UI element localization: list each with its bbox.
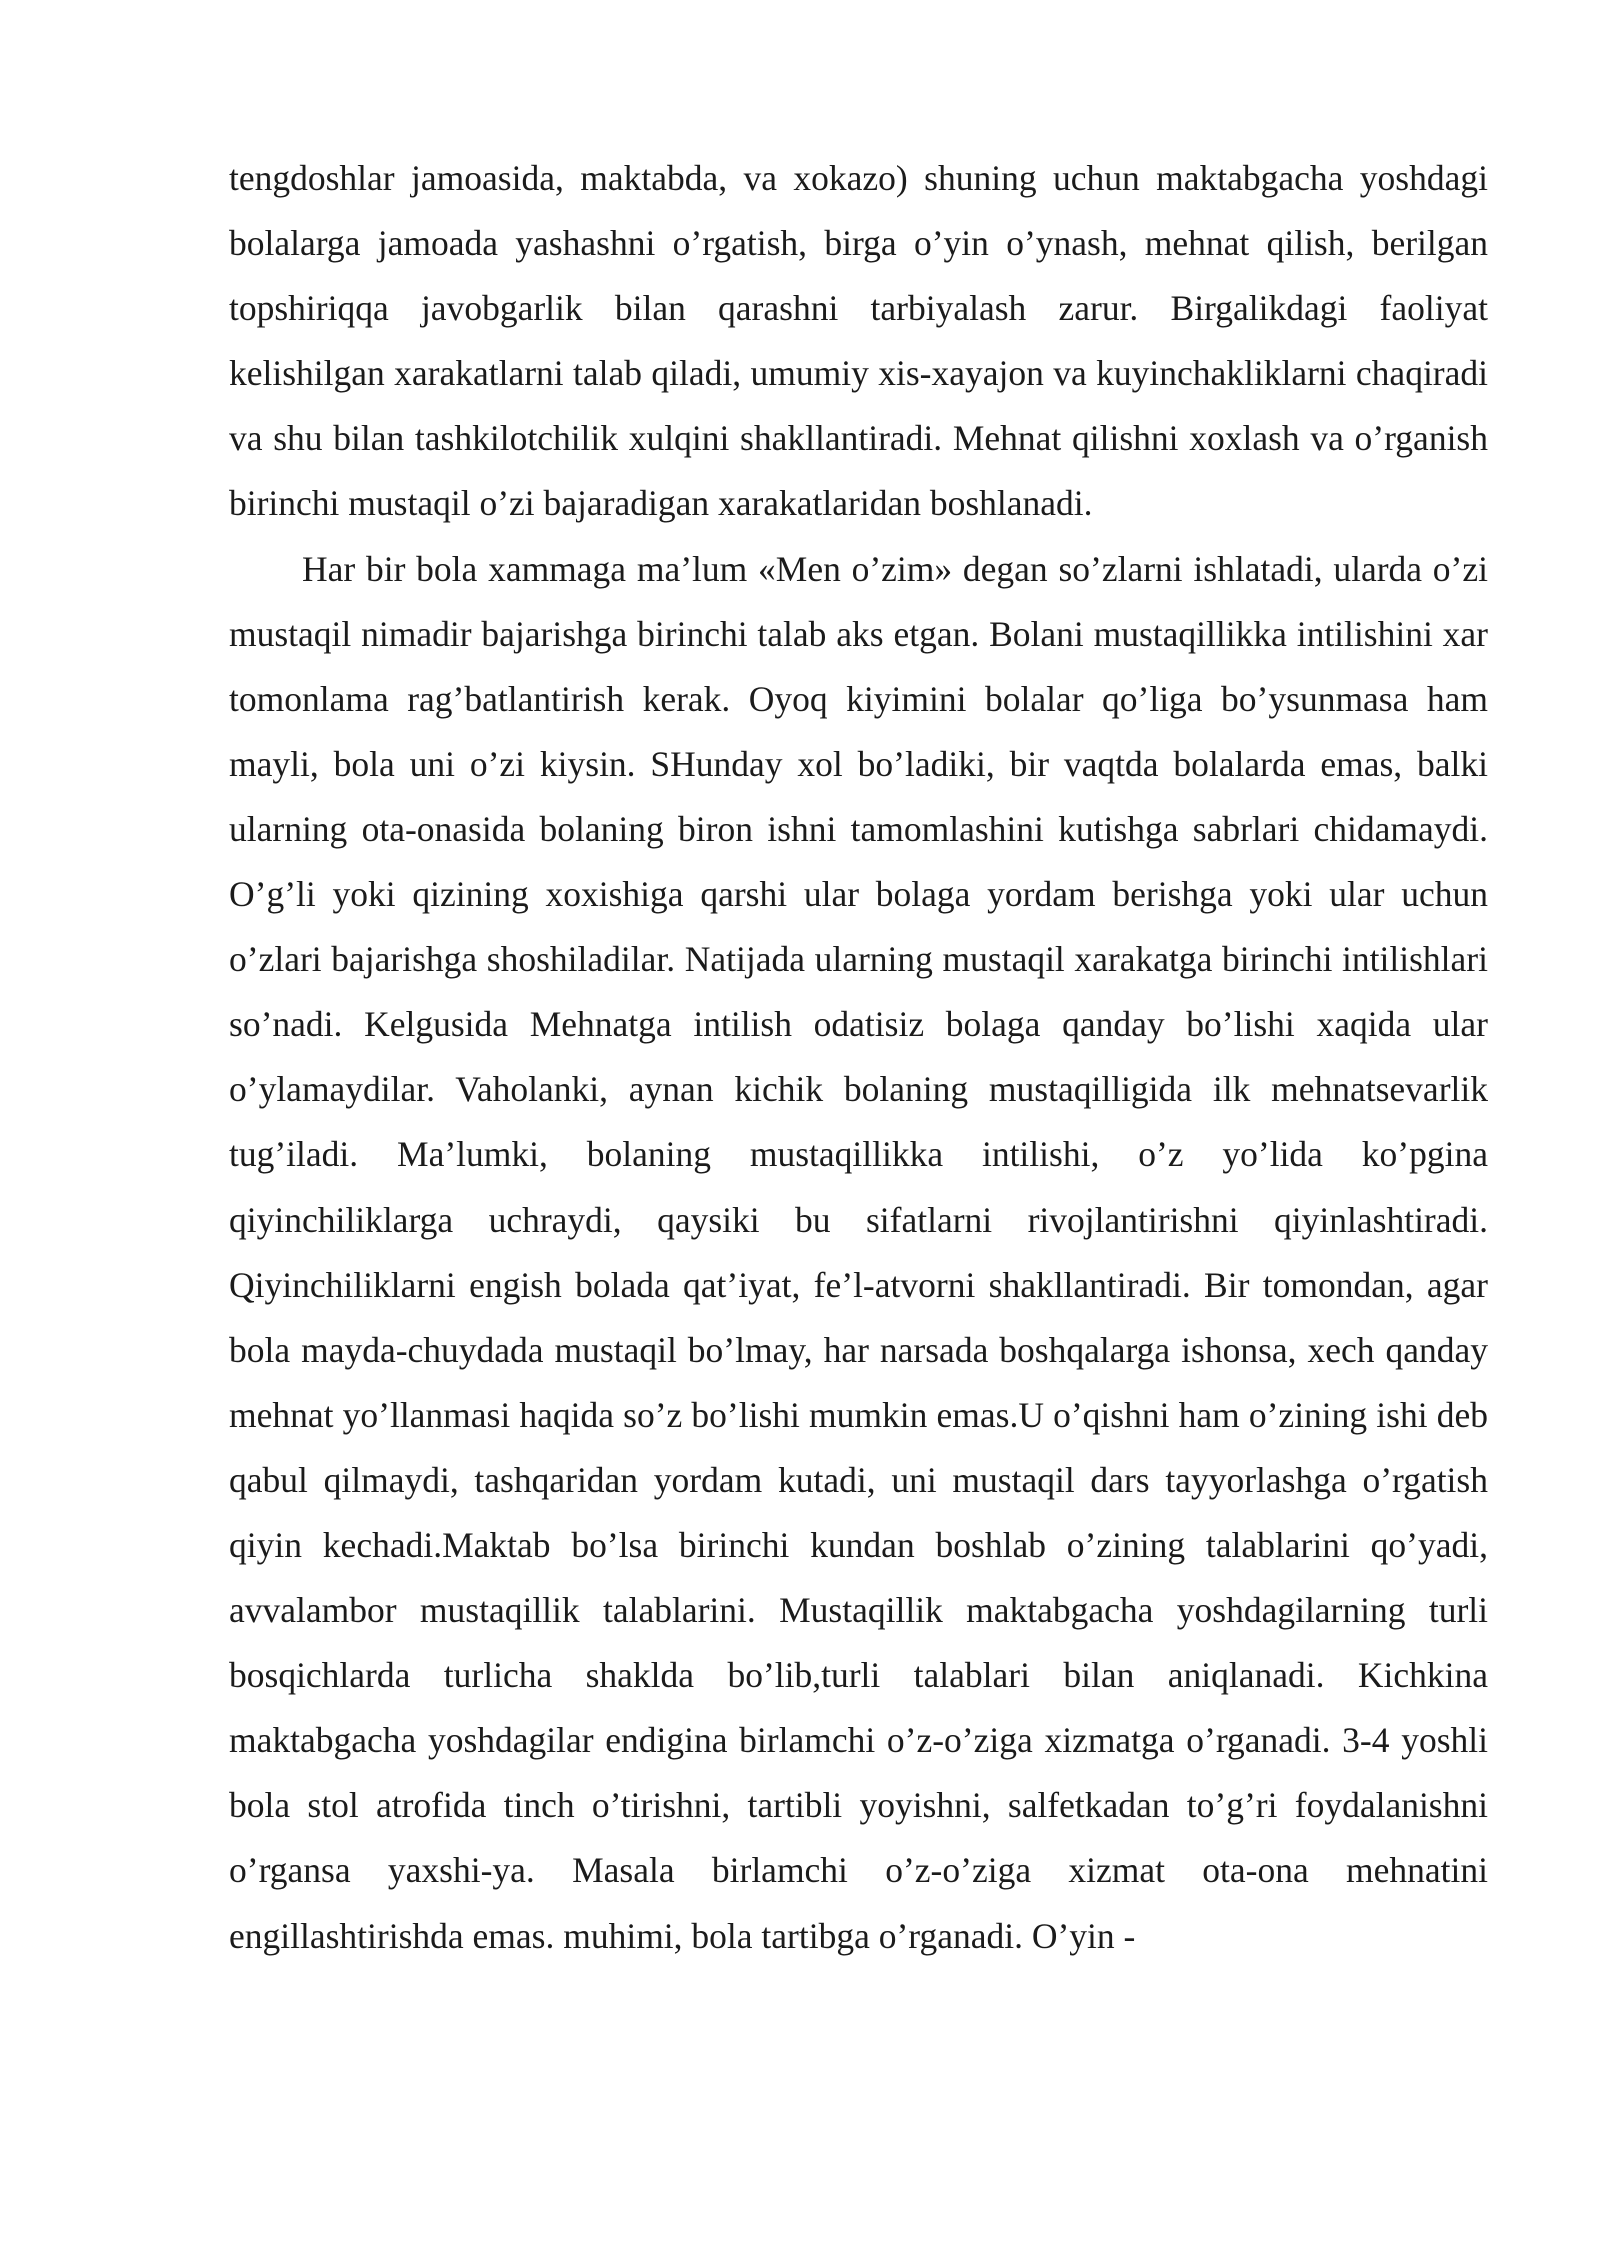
paragraph: Har bir bola xammaga ma’lum «Men o’zim» degan so’zlarni ishlatadi, ularda o’zi mustaqil nimadir bajarishga birinchi talab aks etgan. Bolani mustaqillikka intilishini xar tomonlama rag’batlantirish kerak. Oyoq kiyimini bolalar qo’liga bo’ysunmasa ham mayli, bola uni o’zi kiysin. SHunday xol bo’ladiki, bir vaqtda bolalarda emas, balki ularning ota-onasida bolaning biron ishni tamomlashini kutishga sabrlari chidamaydi. O’g’li yoki qizining xoxishiga qarshi ular bolaga yordam berishga yoki ular uchun o’zlari bajarishga shoshiladilar. Natijada ularning mustaqil xarakatga birinchi intilishlari so’nadi. Kelgusida Mehnatga intilish odatisiz bolaga qanday bo’lishi xaqida ular o’ylamaydilar. Vaholanki, aynan kichik bolaning mustaqilligida ilk mehnatsevarlik tug’iladi. Ma’lumki, bolaning mustaqillikka intilishi, o’z yo’lida ko’pgina qiyinchiliklarga uchraydi, qaysiki bu sifatlarni rivojlantirishni qiyinlashtiradi. Qiyinchiliklarni engish bolada qat’iyat, fe’l-atvorni shakllantiradi. Bir tomondan, agar bola mayda-chuydada mustaqil bo’lmay, har narsada boshqalarga ishonsa, xech qanday mehnat yo’llanmasi haqida so’z bo’lishi mumkin emas.U o’qishni ham o’zining ishi deb qabul qilmaydi, tashqaridan yordam kutadi, uni mustaqil dars tayyorlashga o’rgatish qiyin kechadi.Maktab bo’lsa birinchi kundan boshlab o’zining talablarini qo’yadi, avvalambor mustaqillik talablarini. Mustaqillik maktabgacha yoshdagilarning turli bosqichlarda turlicha shaklda bo’lib,turli talablari bilan aniqlanadi. Kichkina maktabgacha yoshdagilar endigina birlamchi o’z-o’ziga xizmatga o’rganadi. 3-4 yoshli bola stol atrofida tinch o’tirishni, tartibli yoyishni, salfetkadan to’g’ri foydalanishni o’rgansa yaxshi-ya. Masala birlamchi o’z-o’ziga xizmat ota-ona mehnatini engillashtirishda emas. muhimi, bola tartibga o’rganadi. O’yin - [229, 548, 1488, 1956]
body-text [229, 146, 1488, 1969]
paragraph: tengdoshlar jamoasida, maktabda, va xokazo) shuning uchun maktabgacha yoshdagi bolalarga jamoada yashashni o’rgatish, birga o’yin o’ynash, mehnat qilish, berilgan topshiriqqa javobgarlik bilan qarashni tarbiyalash zarur. Birgalikdagi faoliyat kelishilgan xarakatlarni talab qiladi, umumiy xis-xayajon va kuyinchakliklarni chaqiradi va shu bilan tashkilotchilik xulqini shakllantiradi. Mehnat qilishni xoxlash va o’rganish birinchi mustaqil o’zi bajaradigan xarakatlaridan boshlanadi. [229, 158, 1488, 524]
